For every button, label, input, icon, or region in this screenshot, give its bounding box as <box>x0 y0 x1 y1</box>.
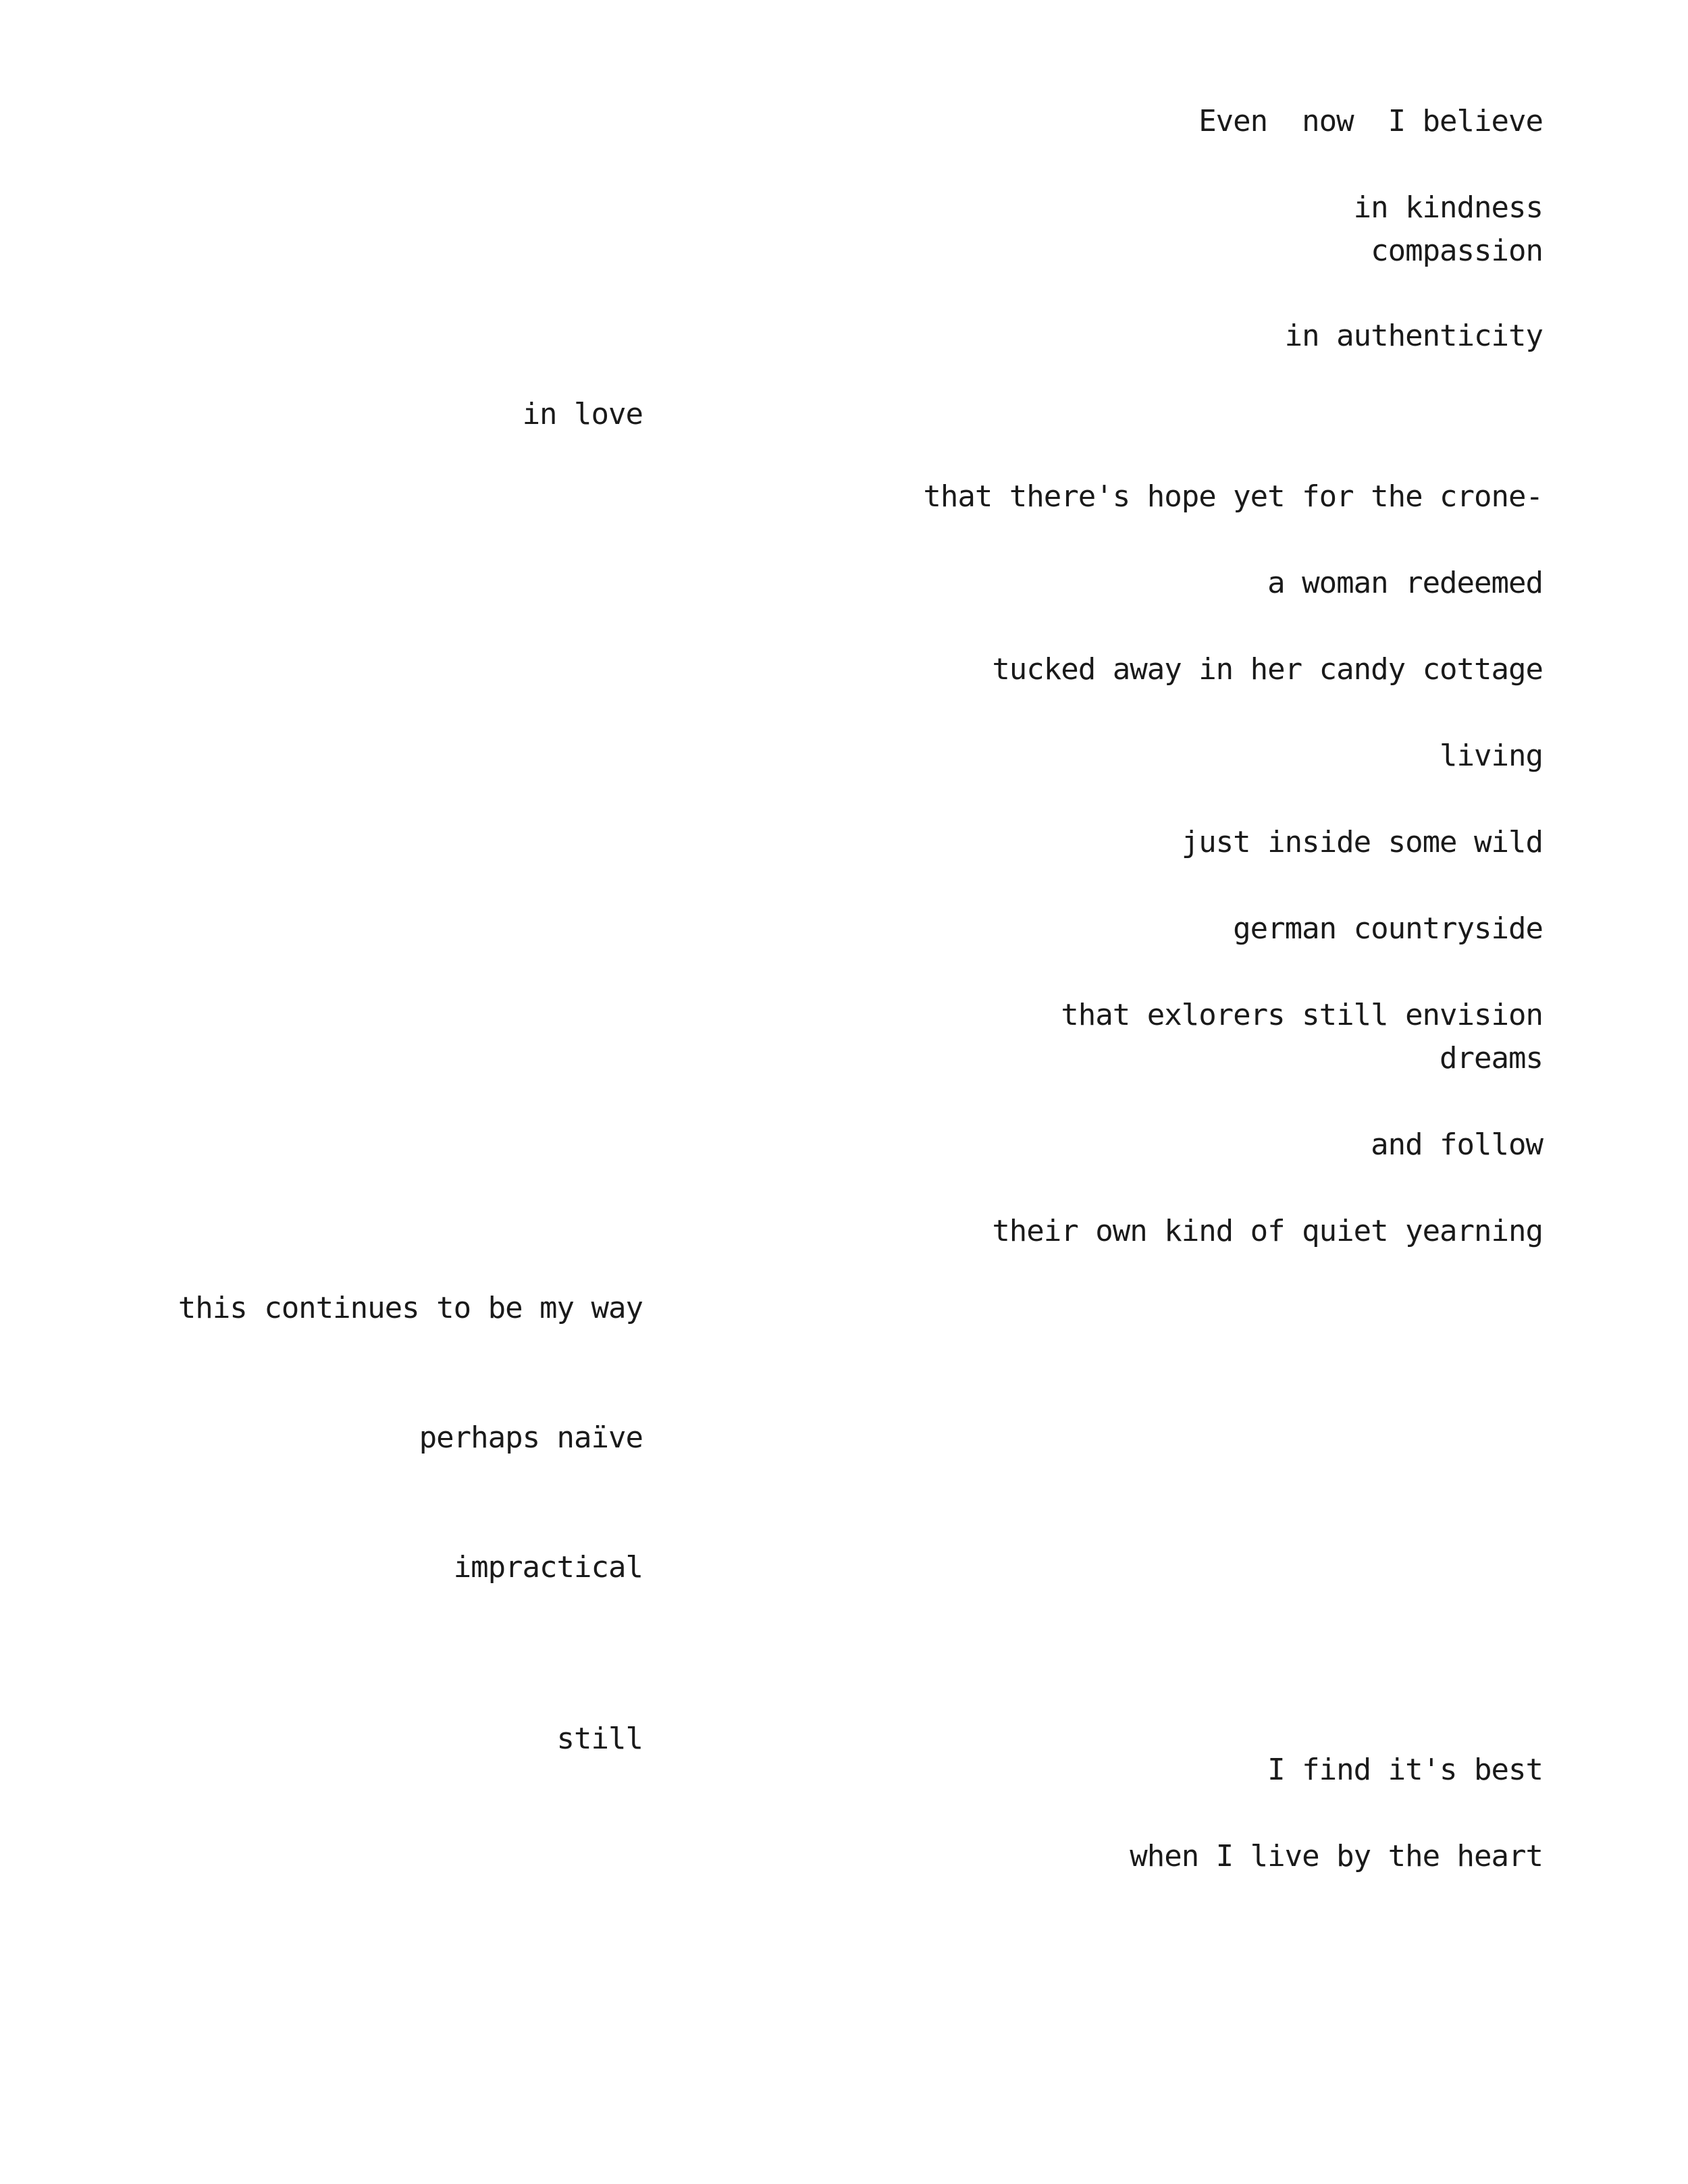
poem-line: that there's hope yet for the crone- <box>923 479 1543 514</box>
poem-line: just inside some wild <box>1181 825 1543 859</box>
poem-line: a woman redeemed <box>1267 566 1543 600</box>
poem-line: Even now I believe <box>1198 104 1543 138</box>
poem-line: and follow <box>1371 1127 1543 1162</box>
poem-line: when I live by the heart <box>1130 1839 1543 1873</box>
poem-line: tucked away in her candy cottage <box>992 652 1543 687</box>
poem-line: that exlorers still envision <box>1061 998 1543 1032</box>
poem-line: living <box>1440 739 1543 773</box>
poem-line: still <box>556 1722 643 1756</box>
poem-line: their own kind of quiet yearning <box>992 1214 1543 1248</box>
poem-line: in authenticity <box>1284 319 1543 353</box>
poem-line: perhaps naïve <box>419 1420 643 1455</box>
poem-line: dreams <box>1440 1041 1543 1075</box>
poem-line: I find it's best <box>1267 1753 1543 1787</box>
poem-line: in love <box>522 397 643 431</box>
poem-line: this continues to be my way <box>178 1291 643 1325</box>
poem-line: impractical <box>453 1550 643 1584</box>
poem-line: german countryside <box>1233 911 1543 946</box>
poem-line: in kindness <box>1353 190 1543 225</box>
poem-line: compassion <box>1371 234 1543 268</box>
